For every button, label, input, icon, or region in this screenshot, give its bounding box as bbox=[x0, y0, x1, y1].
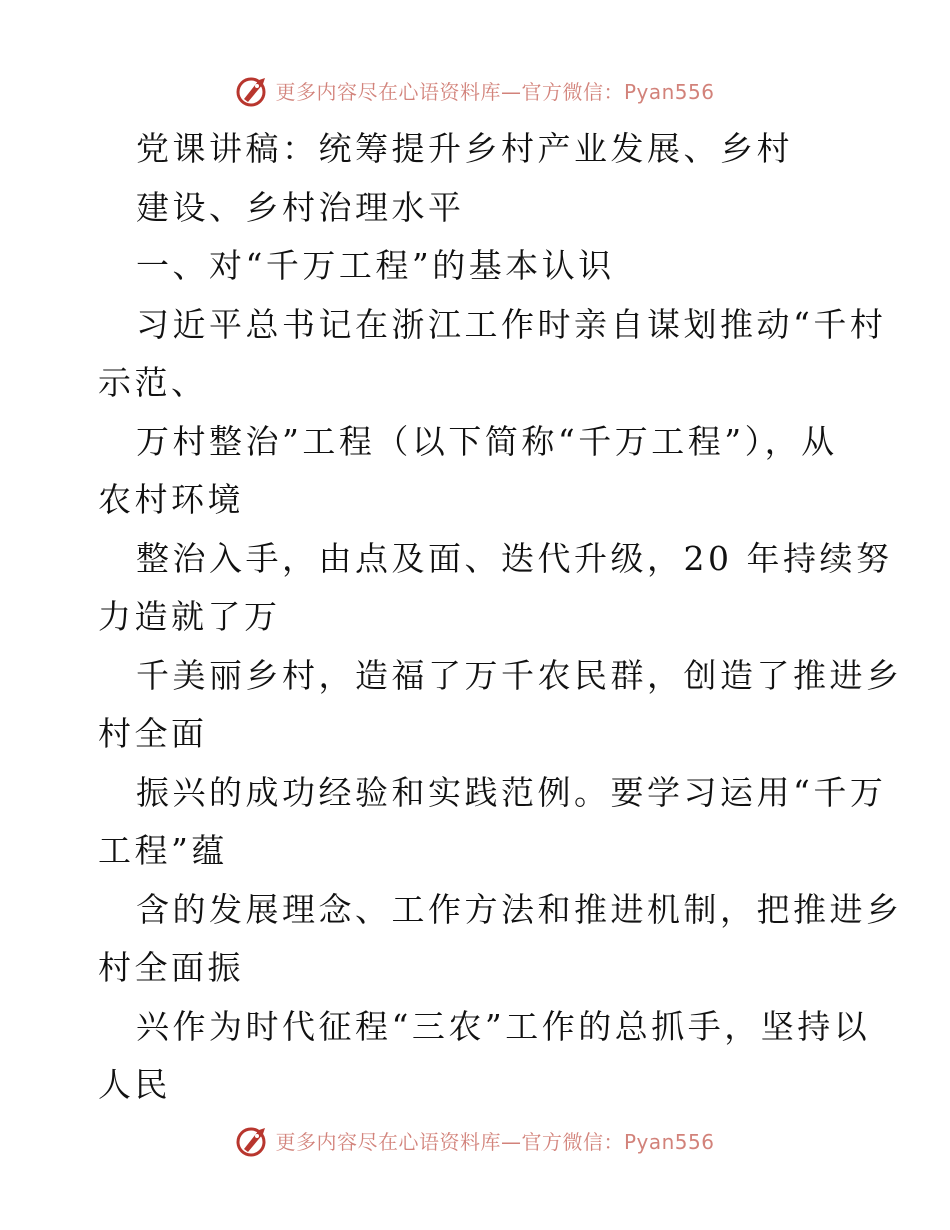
pen-nib-seal-icon bbox=[235, 72, 271, 108]
document-body bbox=[0, 120, 950, 1115]
paragraph-line: 习近平总书记在浙江工作时亲自谋划推动“千村 bbox=[136, 304, 887, 344]
paragraph-line: 整治入手，由点及面、迭代升级，20 年持续努 bbox=[136, 538, 893, 578]
paragraph-line: 村全面振 bbox=[98, 948, 244, 987]
paragraph-line: 农村环境 bbox=[98, 480, 244, 519]
paragraph-line: 千美丽乡村，造福了万千农民群，创造了推进乡 bbox=[136, 655, 903, 695]
watermark-text: 更多内容尽在心语资料库—官方微信：Pyan556 bbox=[275, 1129, 715, 1154]
paragraph-line: 示范、 bbox=[98, 363, 208, 402]
paragraph-line: 村全面 bbox=[98, 714, 208, 753]
paragraph-line: 万村整治”工程（以下简称“千万工程”），从 bbox=[136, 421, 838, 461]
paragraph-line: 人民 bbox=[98, 1065, 171, 1104]
pen-nib-seal-icon bbox=[235, 1122, 271, 1158]
paragraph-line: 振兴的成功经验和实践范例。要学习运用“千万 bbox=[136, 772, 887, 812]
title-line-1: 党课讲稿：统筹提升乡村产业发展、乡村 bbox=[136, 129, 793, 168]
section-heading: 一、对“千万工程”的基本认识 bbox=[136, 246, 615, 285]
paragraph-line: 力造就了万 bbox=[98, 597, 281, 636]
watermark-text: 更多内容尽在心语资料库—官方微信：Pyan556 bbox=[275, 79, 715, 104]
watermark-header bbox=[0, 70, 950, 110]
watermark-footer bbox=[0, 1120, 950, 1160]
paragraph-line: 兴作为时代征程“三农”工作的总抓手，坚持以 bbox=[136, 1006, 871, 1046]
paragraph-line: 工程”蕴 bbox=[98, 831, 228, 870]
title-line-2: 建设、乡村治理水平 bbox=[136, 187, 465, 227]
paragraph-line: 含的发展理念、工作方法和推进机制，把推进乡 bbox=[136, 889, 903, 929]
